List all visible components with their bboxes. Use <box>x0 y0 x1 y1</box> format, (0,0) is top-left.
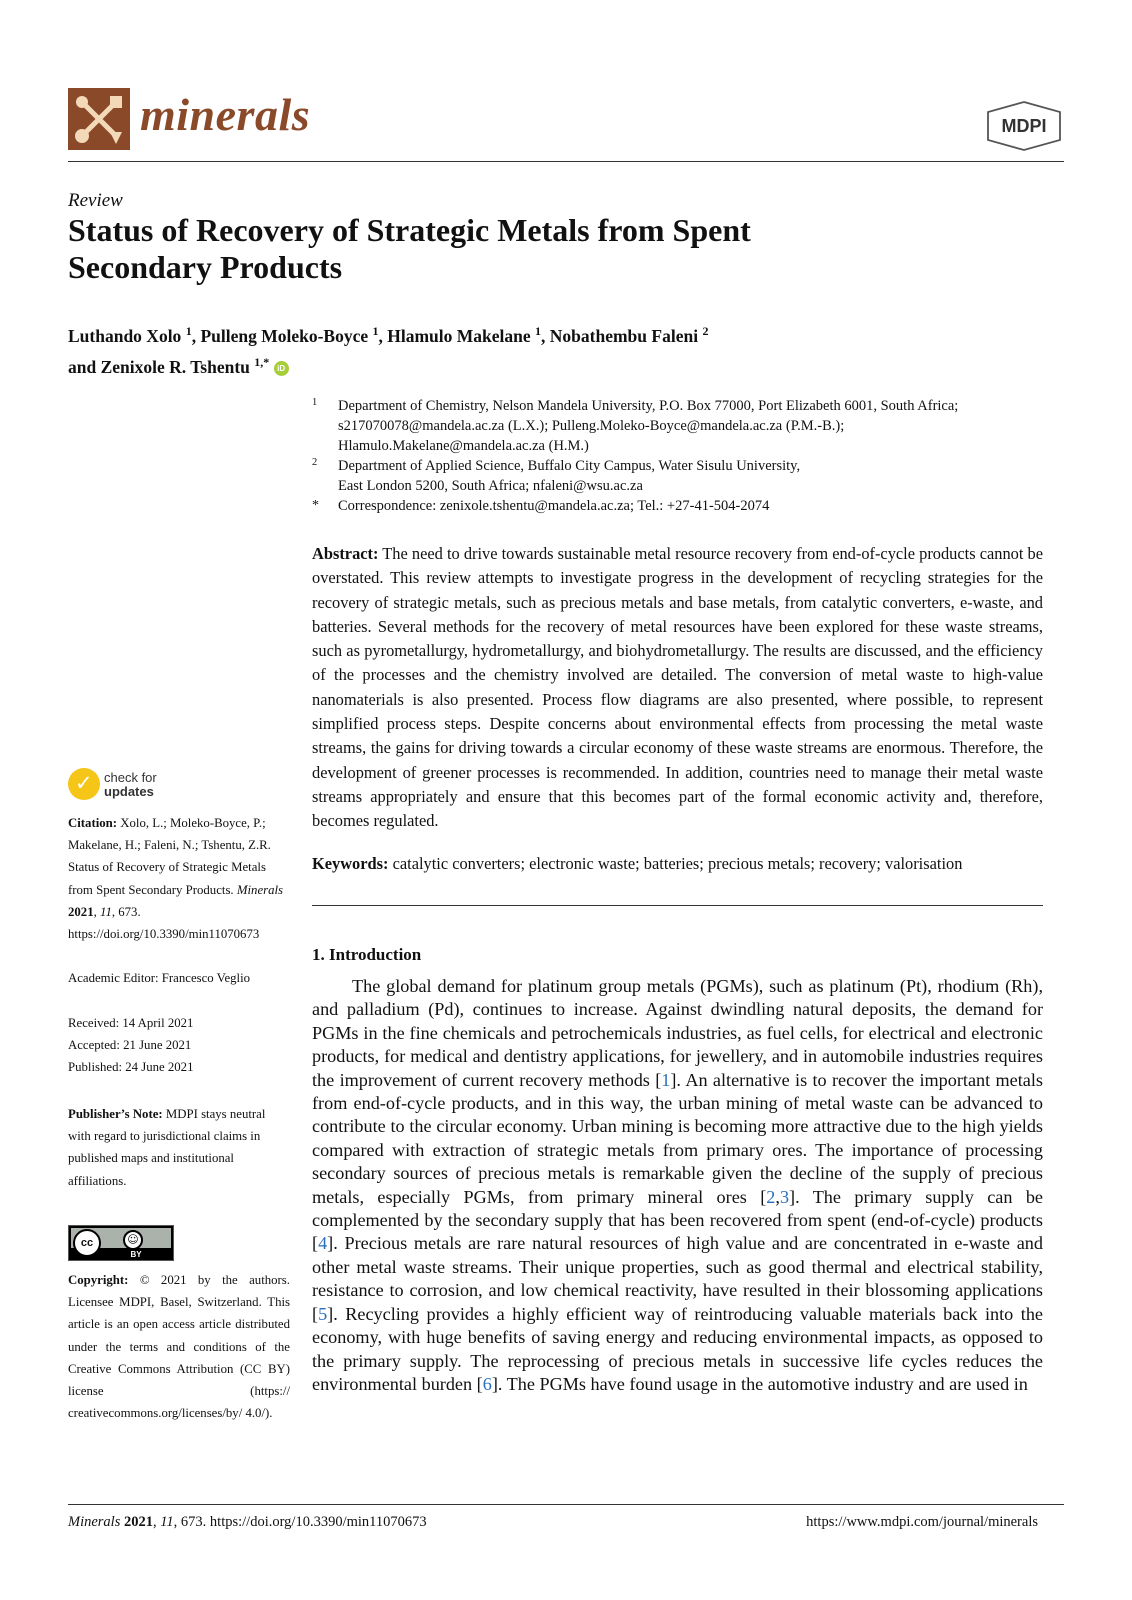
publisher-note: Publisher’s Note: MDPI stays neutral with regard to jurisdictional claims in published maps and institutional affiliations. <box>68 1107 266 1188</box>
mdpi-logo-icon[interactable] <box>984 100 1064 152</box>
published-date: Published: 24 June 2021 <box>68 1060 194 1075</box>
check-updates-icon: ✓ <box>68 768 100 800</box>
author-line2: and Zenixole R. Tshentu $^{1,*}$ iD <box>68 357 289 377</box>
keywords <box>312 852 1052 876</box>
attribution-icon: ☺ <box>123 1230 143 1250</box>
article-title <box>68 212 968 286</box>
keywords-text: catalytic converters; electronic waste; batteries; precious metals; recovery; valorisation <box>392 854 963 873</box>
publisher-note-label: Publisher’s Note: <box>68 1107 163 1121</box>
citation-link[interactable]: 5 <box>318 1303 328 1324</box>
publication-dates <box>68 1012 290 1079</box>
orcid-icon[interactable]: iD <box>274 361 289 376</box>
cc-icon: cc <box>73 1229 101 1257</box>
received-date: Received: 14 April 2021 <box>68 1016 194 1030</box>
affiliation-number: 1 <box>312 397 318 408</box>
correspondence-mark: * <box>312 498 319 513</box>
author-affiliation-mark: 1,* <box>254 354 270 369</box>
footer-journal-url[interactable]: https://www.mdpi.com/journal/minerals <box>806 1514 1038 1530</box>
introduction-paragraph: The global demand for platinum group metals (PGMs), such as platinum (Pt), rhodium (Rh), and palladium (Pd), continues to increase. Against dwindling natural deposits, the demand for PGMs in the fine chemicals and petrochemicals industries, as fuel cells, for electrical and electronic products, for medical and dentistry applications, for jewellery, and in automobile industries requires the improvement of current recovery methods [1]. An alternative is to recover the important metals from end-of-cycle products, and in this way, the urban mining of metal waste can be advanced to contribute to the circular economy. Urban mining is becoming more attractive due to the high yields compared with extraction of strategic metals from primary ores. The importance of processing secondary sources of precious metals is remarkable given the decline of the supply of precious metals, especially PGMs, from primary mineral ores [2,3]. The primary supply can be complemented by the secondary supply that has been recovered from spent (end-of-cycle) products [4]. Precious metals are rare natural resources of high value and are concentrated in e-waste and other metal waste streams. Their unique properties, such as good thermal and electrical stability, resistance to corrosion, and low chemical reactivity, have resulted in their blossoming applications [5]. Recycling provides a highly efficient way of reintroducing valuable materials back into the economy, with huge benefits of saving energy and reducing environmental impacts, as opposed to the primary supply. The reprocessing of precious metals in successive life cycles reduces the environmental burden [6]. The PGMs have found usage in the automotive industry and are used in <box>312 976 1043 1394</box>
citation-link[interactable]: 1 <box>661 1069 671 1090</box>
affiliations <box>312 396 1052 516</box>
author-name[interactable]: Zenixole R. Tshentu <box>100 356 250 377</box>
citation-link[interactable]: 2 <box>766 1186 776 1207</box>
academic-editor: Academic Editor: Francesco Veglio <box>68 971 251 985</box>
affiliation-number: 2 <box>312 457 318 468</box>
author-affiliation-mark: 1 <box>185 324 192 338</box>
header-divider <box>68 161 1064 162</box>
author-affiliation-mark: 1 <box>535 324 542 338</box>
author-name[interactable]: Nobathembu Faleni <box>549 325 699 346</box>
correspondence-item: * Correspondence: zenixole.tshentu@mandela.ac.za; Tel.: +27-41-504-2074 <box>312 498 770 514</box>
citation-link[interactable]: 6 <box>482 1373 492 1394</box>
abstract <box>312 542 1043 834</box>
author-line1: Luthando Xolo $^1$, Pulleng Moleko-Boyce $^1$, Hlamulo Makelane $^1$, Nobathembu Faleni $^2$ <box>68 324 709 346</box>
footer-divider <box>68 1504 1064 1505</box>
by-label: BY <box>130 1250 142 1259</box>
author-affiliation-mark: 2 <box>702 324 709 338</box>
author-name[interactable]: Hlamulo Makelane <box>387 325 531 346</box>
affiliation-item: 1 Department of Chemistry, Nelson Mandela University, P.O. Box 77000, Port Elizabeth 6001, South Africa; s217070078@mandela.ac.za (L.X.); Pulleng.Moleko-Boyce@mandela.ac.za (P.M.-B.); Hlamulo.Makelane@mandela.ac.za (H.M.) <box>312 396 1052 456</box>
citation-link[interactable]: 4 <box>318 1233 328 1254</box>
citation-doi-link[interactable]: https://doi.org/10.3390/min11070673 <box>68 927 260 942</box>
check-updates-text: updates <box>104 784 154 799</box>
cc-by-license-icon[interactable] <box>68 1225 174 1261</box>
citation-label: Citation: <box>68 816 118 830</box>
author-list <box>68 318 968 380</box>
footer-citation: Minerals 2021, 11, 673. https://doi.org/10.3390/min11070673 <box>68 1514 427 1530</box>
abstract-label: Abstract: <box>312 544 379 563</box>
abstract-text: The need to drive towards sustainable metal resource recovery from end-of-cycle products cannot be overstated. This review attempts to investigate progress in the development of recycling strategies for the recovery of strategic metals, such as precious metals and base metals, from catalytic converters, e-waste, and batteries. Several methods for the recovery of metal resources have been explored for these waste streams, such as pyrometallurgy, hydrometallurgy, and biohydrometallurgy. The results are discussed, and the efficiency of the processes and the chemistry involved are detailed. The conversion of metal waste to high-value nanomaterials is also presented. Process flow diagrams are also presented, where possible, to represent simplified process steps. Despite concerns about environmental effects from processing the metal waste streams, the gains for driving towards a circular economy of these waste streams are enormous. Therefore, the development of greener processes is recommended. In addition, countries need to manage their metal waste streams appropriately and ensure that this becomes part of the formal economic activity and, therefore, becomes regulated. <box>312 544 1043 831</box>
copyright-notice: Copyright: © 2021 by the authors. Licensee MDPI, Basel, Switzerland. This article is an open access article distributed under the terms and conditions of the Creative Commons Attribution (CC BY) license (https:// creativecommons.org/licenses/by/ 4.0/). <box>68 1273 290 1421</box>
author-affiliation-mark: 1 <box>372 324 379 338</box>
section-divider <box>312 905 1043 906</box>
affiliation-item: 2 Department of Applied Science, Buffalo City Campus, Water Sisulu University, East London 5200, South Africa; nfaleni@wsu.ac.za <box>312 456 1052 496</box>
accepted-date: Accepted: 21 June 2021 <box>68 1038 192 1053</box>
check-for-updates-button[interactable] <box>68 768 248 804</box>
section-heading: 1. Introduction <box>312 945 422 964</box>
author-name[interactable]: Luthando Xolo <box>68 325 182 346</box>
journal-name[interactable]: minerals <box>140 89 311 140</box>
journal-logo-icon <box>68 88 130 150</box>
article-title-line2: Secondary Products <box>68 249 343 285</box>
article-title-line1: Status of Recovery of Strategic Metals from Spent <box>68 212 751 248</box>
check-updates-text: check for <box>104 770 157 785</box>
keywords-label: Keywords: <box>312 854 389 873</box>
article-type: Review <box>68 190 123 211</box>
citation-block: Citation: Xolo, L.; Moleko-Boyce, P.; Makelane, H.; Faleni, N.; Tshentu, Z.R. Status of Recovery of Strategic Metals from Spent Secondary Products. Minerals 2021, 11, 673. https://doi.org/10.3390/min11070673 <box>68 816 284 942</box>
footer-doi-link[interactable]: , 673. https://doi.org/10.3390/min11070673 <box>173 1514 427 1530</box>
mdpi-logo-text: MDPI <box>1001 116 1047 136</box>
copyright-label: Copyright: <box>68 1273 129 1287</box>
citation-link[interactable]: 3 <box>779 1186 790 1207</box>
author-name[interactable]: Pulleng Moleko-Boyce <box>200 325 369 346</box>
